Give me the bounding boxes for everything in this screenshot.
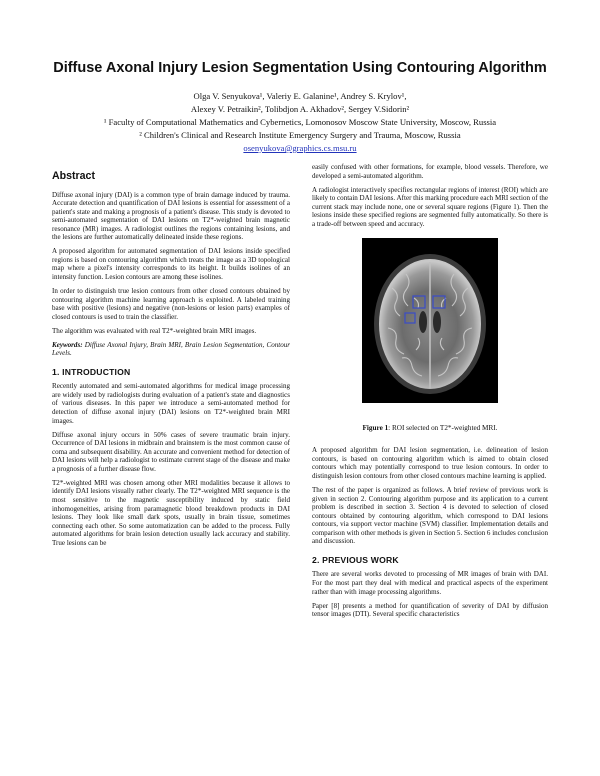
figure-caption-text: : ROI selected on T2*-weighted MRI. xyxy=(388,423,498,432)
affiliation-1: ¹ Faculty of Computational Mathematics and Cybernetics, Lomonosov Moscow State University, Moscow, Russia xyxy=(103,117,497,127)
abstract-paragraph: Diffuse axonal injury (DAI) is a common type of brain damage induced by trauma. Accurate detection and quantification of DAI lesions is essential for assessment of a patient's state and making a prognosis of a patient's disease. This study is devoted to semi-automated segmentation of DAI lesions on T2*-weighted brain magnetic resonance (MR) images. A radiologist outlines the regions containing lesions, and the lesions are further automatically delineated inside these regions. xyxy=(52,190,290,242)
intro-paragraph: Recently automated and semi-automated algorithms for medical image processing are widely used by radiologists during evaluation of a patient's state and diagnostics of various diseases. In this paper we introduce a semi-automated method for detection of diffuse axonal injury (DAI) lesions on T2*-weighted brain MRI images. xyxy=(52,382,290,425)
abstract-heading: Abstract xyxy=(52,170,95,182)
intro-paragraph: T2*-weighted MRI was chosen among other MRI modalities because it allows to identify DAI lesions visually rather clearly. The T2*-weighted MRI sequence is the most sensitive to the magnetic susceptibility induced by static field inhomogeneities, arising from paramagnetic blood breakdown products in DAI lesions. They look like small dark spots, usually in brain tissue, sometimes connecting each other. So some automatization can be added to the process. Fully automated algorithms for brain lesion detection usually lack accuracy and stability. True lesions can be xyxy=(52,478,290,547)
keywords-label: Keywords: xyxy=(52,340,83,349)
mri-brain-image xyxy=(362,238,498,403)
figure-caption xyxy=(312,424,548,433)
affiliation-2: ² Children's Clinical and Research Institute Emergency Surgery and Trauma, Moscow, Russia xyxy=(139,130,461,140)
author-email-link[interactable]: osenyukova@graphics.cs.msu.ru xyxy=(243,143,357,153)
figure-1 xyxy=(312,234,548,424)
body-paragraph: easily confused with other formations, for example, blood vessels. Therefore, we developed a semi-automated algorithm. xyxy=(312,163,548,180)
paper-title: Diffuse Axonal Injury Lesion Segmentation Using Contouring Algorithm xyxy=(53,60,547,76)
body-paragraph: A radiologist interactively specifies rectangular regions of interest (ROI) which are likely to contain DAI lesions. After this marking procedure each MRI section of the current stack may include none, one or several square regions (Figure 1). Then the lesions inside these specified regions are segmented fully automatically. So there is a trade-off between speed and accuracy. xyxy=(312,185,549,228)
figure-label: Figure 1 xyxy=(362,423,389,432)
authors-line-2: Alexey V. Petraikin², Tolibdjon A. Akhadov², Sergey V.Sidorin² xyxy=(190,104,410,114)
body-paragraph: A proposed algorithm for DAI lesion segmentation, i.e. delineation of lesion contours, is based on contouring algorithm which is aimed to obtain closed contours which may potentially correspond to true lesion contours. In order to distinguish lesion contours from other closed contours machine learning is applied. xyxy=(312,446,548,481)
keywords-text: Diffuse Axonal Injury, Brain MRI, Brain Lesion Segmentation, Contour Levels. xyxy=(52,340,290,358)
previous-work-heading: 2. PREVIOUS WORK xyxy=(312,554,399,565)
keywords xyxy=(52,341,290,358)
right-column xyxy=(312,163,548,624)
previous-work-paragraph: Paper [8] presents a method for quantification of severity of DAI by diffusion tensor images (DTI). Several specific characteristics xyxy=(312,601,548,619)
intro-paragraph: Diffuse axonal injury occurs in 50% cases of severe traumatic brain injury. Occurrence of DAI lesions in midbrain and brainstem is the most common cause of coma and subsequent disability. An accurate and convenient method for detection of DAI lesions will help a radiologist to estimate current stage of the disease and make a prognosis of a further disease flow. xyxy=(52,430,290,473)
abstract-paragraph: A proposed algorithm for automated segmentation of DAI lesions inside specified regions is based on contouring algorithm which treats the image as a 3D topological map where a pixel's intensity corresponds to its height. It builds isolines of an intensity function. Lesion contours are among these isolines. xyxy=(52,247,290,281)
authors-block xyxy=(0,90,600,155)
authors-line-1: Olga V. Senyukova¹, Valeriy E. Galanine¹, Andrey S. Krylov¹, xyxy=(193,91,407,101)
abstract-paragraph: The algorithm was evaluated with real T2*-weighted brain MRI images. xyxy=(52,326,257,335)
previous-work-paragraph: There are several works devoted to processing of MR images of brain with DAI. For the most part they deal with medical and practical aspects of the experiment rather than with image processing algorithms. xyxy=(312,570,548,596)
body-paragraph: The rest of the paper is organized as follows. A brief review of previous work is given in section 2. Contouring algorithm purpose and its application to a current problem is described in section 3. Section 4 is devoted to selection of closed contours obtained by contouring algorithm, which correspond to DAI lesions contours, via support vector machine (SVM) classifier. Implementation details and comparison with other methods is given in Section 5. Section 6 includes conclusion and discussion. xyxy=(312,486,548,546)
abstract-paragraph: In order to distinguish true lesion contours from other closed contours obtained by contouring algorithm machine learning approach is exploited. A labeled training base with positive (lesions) and negative (non-lesions or lesion parts) examples of closed contours is used to train the classifier. xyxy=(52,287,290,321)
introduction-heading: 1. INTRODUCTION xyxy=(52,366,131,377)
left-column xyxy=(52,172,290,553)
